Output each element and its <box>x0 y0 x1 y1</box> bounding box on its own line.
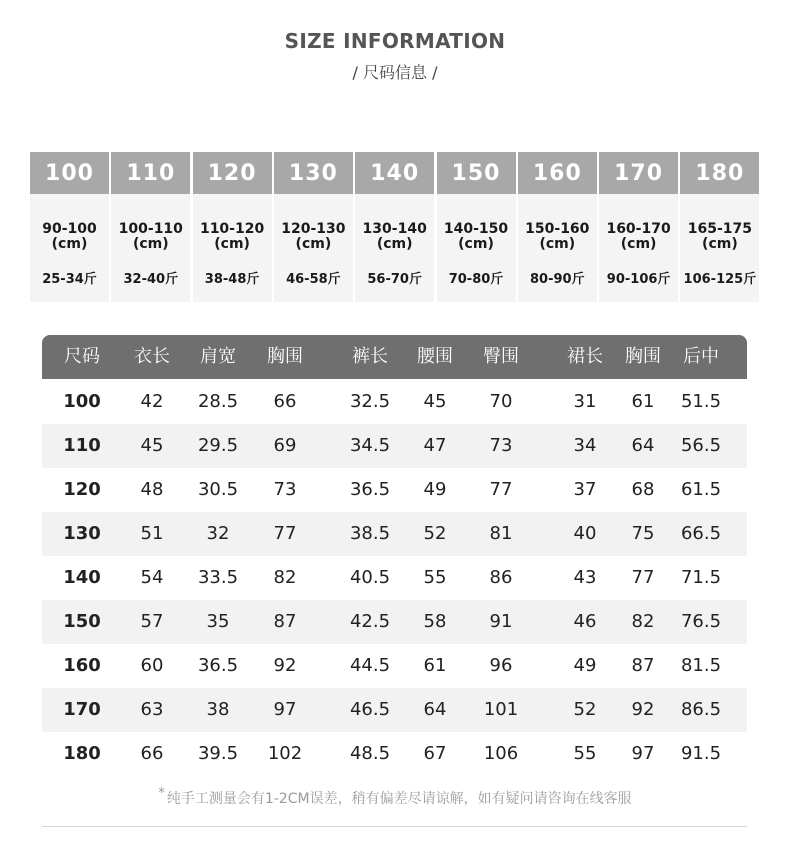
table-cell: 77 <box>489 479 513 500</box>
height-range: 90-100 <box>42 221 97 237</box>
table-cell: 52 <box>573 699 597 720</box>
table-cell: 33.5 <box>197 567 239 588</box>
table-cell: 101 <box>483 699 519 720</box>
table-cell: 76.5 <box>680 611 722 632</box>
table-cell: 49 <box>573 655 597 676</box>
table-cell: 61 <box>631 391 655 412</box>
size-info <box>111 194 190 302</box>
table-cell: 46 <box>573 611 597 632</box>
table-cell: 69 <box>273 435 297 456</box>
table-cell: 96 <box>489 655 513 676</box>
table-cell: 91.5 <box>680 743 722 764</box>
table-cell: 39.5 <box>197 743 239 764</box>
size-chip: 100 <box>30 152 109 194</box>
height-unit: (cm) <box>295 236 332 252</box>
column-header: 尺码 <box>64 346 100 367</box>
size-chip: 130 <box>274 152 353 194</box>
size-chip: 150 <box>437 152 516 194</box>
table-cell: 86 <box>489 567 513 588</box>
table-cell: 45 <box>423 391 447 412</box>
size-column <box>30 152 109 302</box>
table-cell: 77 <box>631 567 655 588</box>
table-cell: 63 <box>140 699 164 720</box>
page-subtitle: / 尺码信息 / <box>352 63 438 82</box>
table-cell: 42 <box>140 391 164 412</box>
table-cell: 28.5 <box>197 391 239 412</box>
table-cell: 67 <box>423 743 447 764</box>
column-header: 腰围 <box>417 346 453 367</box>
table-cell: 47 <box>423 435 447 456</box>
table-cell: 91 <box>489 611 513 632</box>
measurement-note <box>0 786 790 808</box>
table-cell: 86.5 <box>680 699 722 720</box>
column-header: 胸围 <box>625 346 661 367</box>
size-column <box>680 152 759 302</box>
table-cell: 49 <box>423 479 447 500</box>
table-cell: 92 <box>273 655 297 676</box>
row-size-label: 170 <box>63 699 101 720</box>
size-chip: 140 <box>355 152 434 194</box>
table-cell: 61.5 <box>680 479 722 500</box>
table-cell: 57 <box>140 611 164 632</box>
weight-range: 70-80斤 <box>448 272 504 287</box>
table-cell: 81.5 <box>680 655 722 676</box>
size-info <box>518 194 597 302</box>
table-cell: 30.5 <box>197 479 239 500</box>
table-cell: 36.5 <box>349 479 391 500</box>
table-cell: 46.5 <box>349 699 391 720</box>
table-cell: 48.5 <box>349 743 391 764</box>
table-cell: 42.5 <box>349 611 391 632</box>
weight-range: 46-58斤 <box>286 272 341 287</box>
table-row <box>42 424 747 468</box>
table-cell: 73 <box>489 435 513 456</box>
size-info <box>680 194 759 302</box>
size-info <box>437 194 516 302</box>
table-cell: 51.5 <box>680 391 722 412</box>
size-info <box>193 194 272 302</box>
table-cell: 82 <box>273 567 297 588</box>
table-cell: 64 <box>423 699 447 720</box>
table-cell: 61 <box>423 655 447 676</box>
table-row <box>42 600 747 644</box>
table-header <box>42 335 747 379</box>
size-table-body <box>42 380 747 776</box>
height-unit: (cm) <box>376 236 413 252</box>
height-unit: (cm) <box>214 236 250 252</box>
size-column <box>599 152 678 302</box>
weight-range: 80-90斤 <box>530 272 585 287</box>
height-unit: (cm) <box>620 236 657 252</box>
height-unit: (cm) <box>132 236 169 252</box>
table-cell: 55 <box>423 567 447 588</box>
row-size-label: 130 <box>63 523 101 544</box>
column-header: 裤长 <box>352 346 388 367</box>
size-column <box>355 152 434 302</box>
table-cell: 48 <box>140 479 164 500</box>
column-header: 胸围 <box>267 346 303 367</box>
bottom-divider <box>42 826 747 827</box>
table-cell: 66 <box>273 391 297 412</box>
height-range: 120-130 <box>281 221 346 237</box>
table-cell: 35 <box>206 611 230 632</box>
height-range: 140-150 <box>443 221 509 237</box>
table-cell: 87 <box>631 655 655 676</box>
table-cell: 73 <box>273 479 297 500</box>
row-size-label: 150 <box>63 611 101 632</box>
note-text: 纯手工测量会有1-2CM误差，稍有偏差尽请谅解，如有疑问请咨询在线客服 <box>166 791 632 807</box>
height-range: 110-120 <box>199 221 265 237</box>
table-cell: 40 <box>573 523 597 544</box>
table-cell: 38 <box>206 699 230 720</box>
weight-range: 90-106斤 <box>606 272 671 287</box>
row-size-label: 110 <box>63 435 101 456</box>
weight-range: 56-70斤 <box>367 272 422 287</box>
size-info <box>30 194 109 302</box>
column-header: 裙长 <box>567 346 603 367</box>
size-column <box>193 152 272 302</box>
size-chip: 170 <box>599 152 678 194</box>
size-strip <box>30 152 759 302</box>
table-row <box>42 644 747 688</box>
size-chip: 160 <box>518 152 597 194</box>
height-range: 165-175 <box>687 221 753 237</box>
column-header: 肩宽 <box>200 346 236 367</box>
table-cell: 45 <box>140 435 164 456</box>
table-cell: 34 <box>573 435 597 456</box>
height-range: 150-160 <box>525 221 590 237</box>
height-unit: (cm) <box>539 236 576 252</box>
row-size-label: 140 <box>63 567 101 588</box>
table-cell: 58 <box>423 611 447 632</box>
table-cell: 37 <box>573 479 597 500</box>
size-column <box>518 152 597 302</box>
size-chip: 110 <box>111 152 190 194</box>
table-cell: 97 <box>273 699 297 720</box>
table-cell: 55 <box>573 743 597 764</box>
note-asterisk: * <box>158 786 165 801</box>
table-cell: 70 <box>489 391 513 412</box>
table-cell: 54 <box>140 567 164 588</box>
height-unit: (cm) <box>51 236 88 252</box>
table-row <box>42 732 747 776</box>
column-header: 衣长 <box>134 346 170 367</box>
weight-range: 38-48斤 <box>204 272 260 287</box>
table-cell: 31 <box>573 391 597 412</box>
table-cell: 32 <box>206 523 230 544</box>
row-size-label: 180 <box>63 743 101 764</box>
table-cell: 32.5 <box>349 391 391 412</box>
table-cell: 106 <box>483 743 519 764</box>
table-cell: 102 <box>267 743 303 764</box>
table-row <box>42 380 747 424</box>
height-range: 130-140 <box>362 221 427 237</box>
size-chip: 180 <box>680 152 759 194</box>
size-info <box>599 194 678 302</box>
row-size-label: 160 <box>63 655 101 676</box>
column-header: 后中 <box>683 346 719 367</box>
size-column <box>437 152 516 302</box>
height-unit: (cm) <box>458 236 494 252</box>
column-header: 臀围 <box>483 346 519 367</box>
table-row <box>42 556 747 600</box>
weight-range: 106-125斤 <box>683 272 757 287</box>
page-title: SIZE INFORMATION <box>284 29 506 53</box>
height-unit: (cm) <box>702 236 738 252</box>
table-cell: 44.5 <box>349 655 391 676</box>
table-cell: 75 <box>631 523 655 544</box>
size-chip: 120 <box>193 152 272 194</box>
height-range: 160-170 <box>606 221 671 237</box>
table-cell: 40.5 <box>349 567 391 588</box>
weight-range: 25-34斤 <box>42 272 97 287</box>
table-cell: 34.5 <box>349 435 391 456</box>
table-row <box>42 468 747 512</box>
size-column <box>274 152 353 302</box>
row-size-label: 120 <box>63 479 101 500</box>
table-cell: 66 <box>140 743 164 764</box>
table-cell: 29.5 <box>197 435 239 456</box>
table-cell: 60 <box>140 655 164 676</box>
table-cell: 77 <box>273 523 297 544</box>
height-range: 100-110 <box>118 221 183 237</box>
table-cell: 52 <box>423 523 447 544</box>
row-size-label: 100 <box>63 391 101 412</box>
table-cell: 81 <box>489 523 513 544</box>
size-column <box>111 152 190 302</box>
table-cell: 82 <box>631 611 655 632</box>
table-cell: 71.5 <box>680 567 722 588</box>
table-cell: 68 <box>631 479 655 500</box>
table-cell: 66.5 <box>680 523 722 544</box>
table-row <box>42 512 747 556</box>
table-cell: 92 <box>631 699 655 720</box>
weight-range: 32-40斤 <box>123 272 179 287</box>
table-cell: 64 <box>631 435 655 456</box>
table-cell: 36.5 <box>197 655 239 676</box>
table-cell: 97 <box>631 743 655 764</box>
table-cell: 87 <box>273 611 297 632</box>
table-cell: 43 <box>573 567 597 588</box>
table-cell: 56.5 <box>680 435 722 456</box>
table-row <box>42 688 747 732</box>
table-cell: 51 <box>140 523 164 544</box>
size-info <box>355 194 434 302</box>
table-cell: 38.5 <box>349 523 391 544</box>
size-info <box>274 194 353 302</box>
